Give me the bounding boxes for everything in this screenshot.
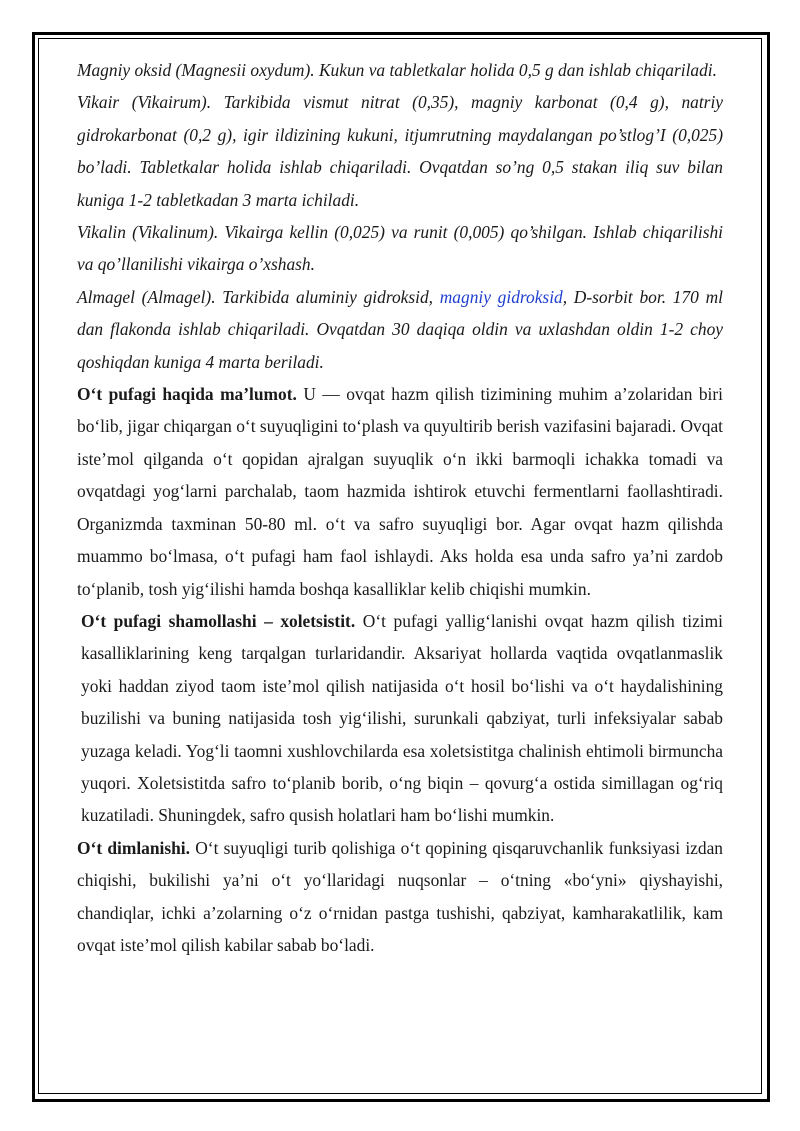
section-ot-pufagi bbox=[77, 378, 723, 605]
document-body bbox=[77, 54, 723, 961]
paragraph-vikalin: Vikalin (Vikalinum). Vikairga kellin (0,025) va runit (0,005) qo’shilgan. Ishlab chiqarilishi va qo’llanilishi vikairga o’xshash. bbox=[77, 222, 723, 275]
section-title-xoletsistit: O‘t pufagi shamollashi – xoletsistit. bbox=[81, 610, 356, 631]
section-title-ot-dimlanishi: O‘t dimlanishi. bbox=[77, 837, 190, 858]
section-ot-dimlanishi bbox=[77, 832, 723, 962]
section-body-ot-dimlanishi: O‘t suyuqligi turib qolishiga o‘t qopining qisqaruvchanlik funksiyasi izdan chiqishi, bukilishi ya’ni o‘t yo‘llaridagi nuqsonlar – o‘tning «bo‘yni» qiyshayishi, chandiqlar, ichki a’zolarning o‘z o‘rnidan pastga tushishi, qabziyat, kamharakatlilik, kam ovqat iste’mol qilish kabilar sabab bo‘ladi. bbox=[77, 837, 723, 955]
almagel-text-before: Almagel (Almagel). Tarkibida aluminiy gidroksid, bbox=[77, 286, 434, 307]
section-body-xoletsistit: O‘t pufagi yallig‘lanishi ovqat hazm qilish tizimi kasalliklarining keng tarqalgan turlaridandir. Aksariyat hollarda vaqtida ovqatlanmaslik yoki haddan ziyod taom iste’mol qilish natijasida o‘t hosil bo‘lishi va o‘t haydalishining buzilishi va buning natijasida tosh yig‘ilishi, surunkali qabziyat, turli infeksiyalar sabab yuzaga keladi. Yog‘li taomni xushlovchilarda esa xoletsistitga chalinish ehtimoli birmuncha yuqori. Xoletsistitda safro to‘planib borib, o‘ng biqin – qovurg‘a ostida simillagan og‘riq kuzatiladi. Shuningdek, safro qusish holatlari ham bo‘lishi mumkin. bbox=[81, 610, 723, 826]
section-body-ot-pufagi: U — ovqat hazm qilish tizimining muhim a’zolaridan biri bo‘lib, jigar chiqargan o‘t suyuqligini to‘plash va quyultirib berish vazifasini bajaradi. Ovqat iste’mol qilganda o‘t qopidan ajralgan suyuqlik o‘n ikki barmoqli ichakka tomadi va ovqatdagi yog‘larni parchalab, taom hazmida ishtirok etuvchi fermentlarni faollashtiradi. Organizmda taxminan 50-80 ml. o‘t va safro suyuqligi bor. Agar ovqat hazm qilishda muammo bo‘lmasa, o‘t pufagi ham faol ishlaydi. Aks holda esa unda safro ya’ni zardob to‘planib, tosh yig‘ilishi hamda boshqa kasalliklar kelib chiqishi mumkin. bbox=[77, 384, 723, 599]
magniy-gidroksid-link[interactable]: magniy gidroksid bbox=[439, 286, 563, 307]
section-title-ot-pufagi: O‘t pufagi haqida ma’lumot. bbox=[77, 384, 297, 405]
section-xoletsistit bbox=[77, 605, 723, 832]
paragraph-magniy-oksid: Magniy oksid (Magnesii oxydum). Kukun va tabletkalar holida 0,5 g dan ishlab chiqariladi. bbox=[77, 60, 717, 80]
almagel-text-after: , D-sorbit bor. 170 ml dan flakonda ishlab chiqariladi. Ovqatdan 30 daqiqa oldin va uxlashdan oldin 1-2 choy qoshiqdan kuniga 4 marta beriladi. bbox=[77, 286, 723, 372]
paragraph-almagel bbox=[77, 281, 723, 378]
paragraph-vikair: Vikair (Vikairum). Tarkibida vismut nitrat (0,35), magniy karbonat (0,4 g), natriy gidrokarbonat (0,2 g), igir ildizining kukuni, itjumrutning maydalangan po’stlog’I (0,025) bo’ladi. Tabletkalar holida ishlab chiqariladi. Ovqatdan so’ng 0,5 stakan iliq suv bilan kuniga 1-2 tabletkadan 3 marta ichiladi. bbox=[77, 92, 723, 210]
